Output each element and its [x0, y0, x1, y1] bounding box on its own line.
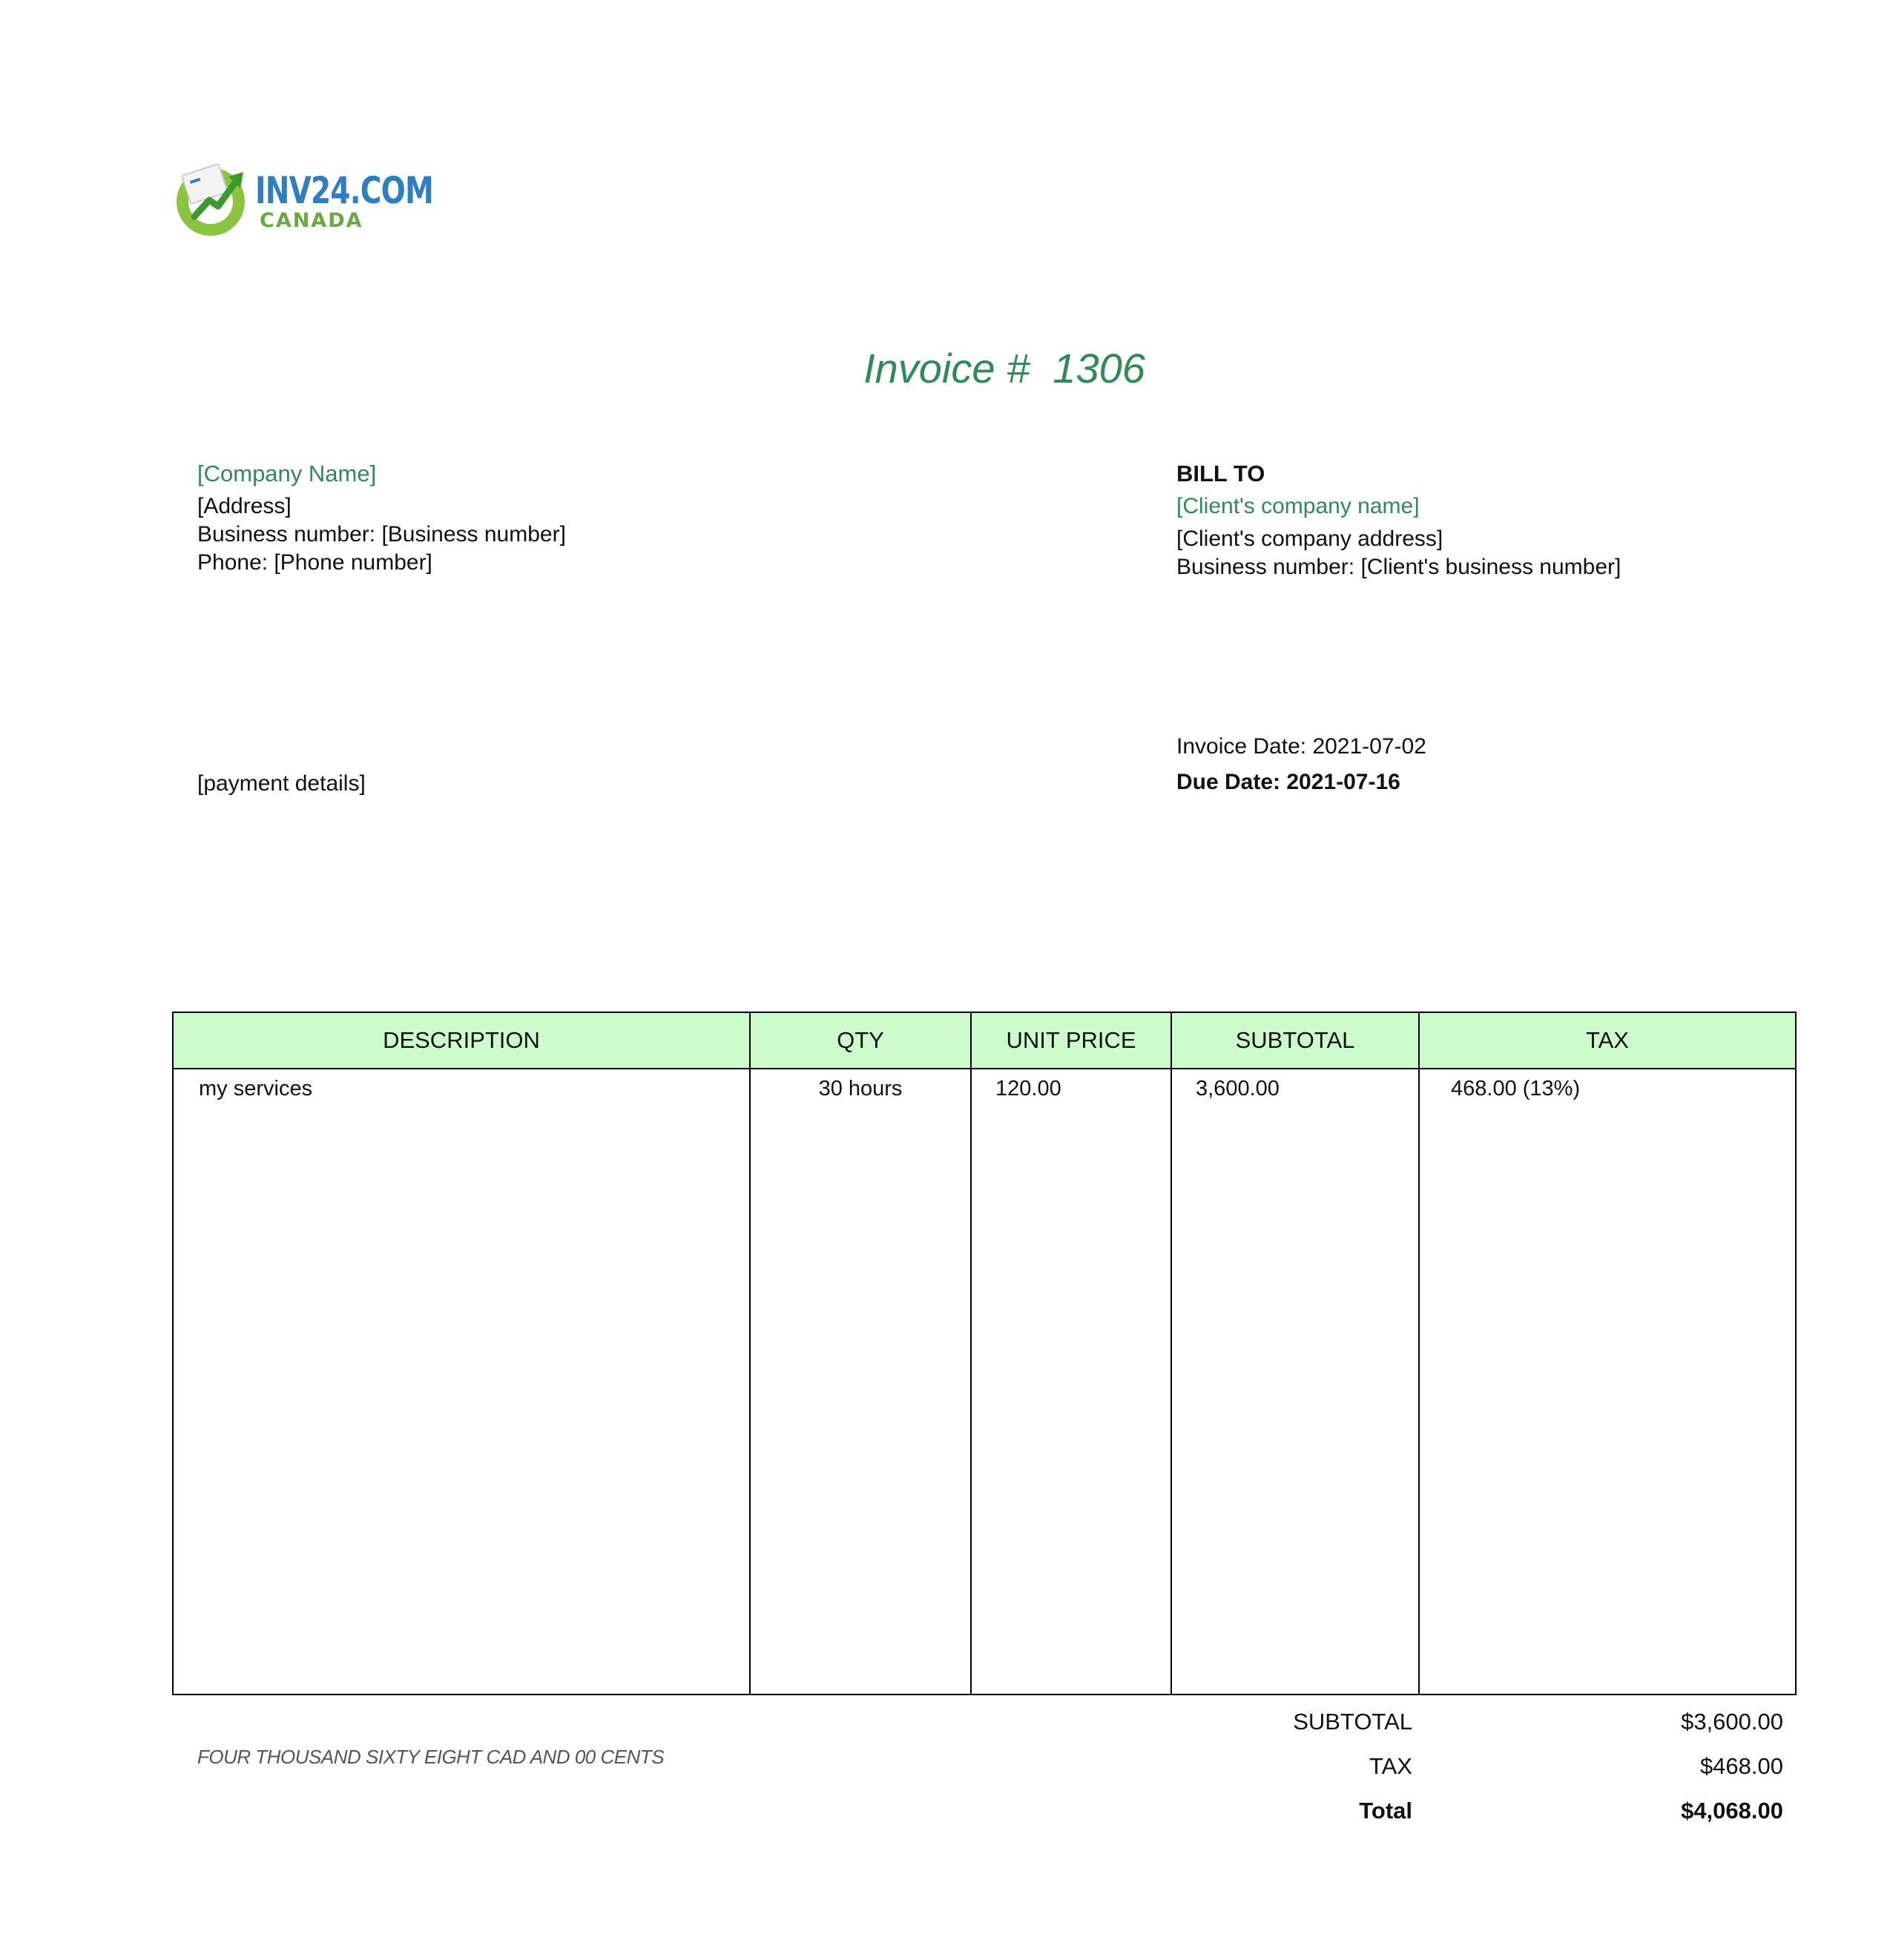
due-date-value: 2021-07-16 — [1286, 770, 1400, 794]
amount-in-words: FOUR THOUSAND SIXTY EIGHT CAD AND 00 CENTS — [197, 1746, 665, 1768]
row-subtotal: 3,600.00 — [1196, 1077, 1280, 1101]
invoice-number: 1306 — [1053, 345, 1145, 392]
client-company-address: [Client's company address] — [1176, 527, 1443, 551]
header-description: DESCRIPTION — [383, 1027, 540, 1053]
seller-phone: Phone: [Phone number] — [197, 550, 432, 575]
total-value: $4,068.00 — [1681, 1798, 1783, 1824]
tax-label: TAX — [1369, 1753, 1412, 1779]
bill-to-heading: BILL TO — [1176, 461, 1265, 486]
client-business-number: Business number: [Client's business number] — [1176, 555, 1621, 579]
subtotal-label: SUBTOTAL — [1293, 1709, 1412, 1735]
row-description: my services — [199, 1077, 313, 1101]
invoice-title-prefix: Invoice # — [863, 345, 1030, 392]
column-divider — [970, 1013, 972, 1694]
seller-business-number: Business number: [Business number] — [197, 522, 566, 547]
row-qty: 30 hours — [818, 1077, 903, 1101]
payment-details: [payment details] — [197, 771, 366, 796]
seller-address: [Address] — [197, 494, 292, 518]
table-header — [174, 1013, 1795, 1069]
header-tax: TAX — [1586, 1027, 1629, 1053]
column-divider — [1170, 1013, 1172, 1694]
logo-region-text: CANADA — [260, 209, 363, 232]
logo-graphic-icon — [172, 157, 254, 239]
subtotal-value: $3,600.00 — [1681, 1709, 1783, 1735]
column-divider — [1418, 1013, 1420, 1694]
header-qty: QTY — [837, 1027, 884, 1053]
company-logo — [172, 157, 433, 239]
invoice-title — [0, 344, 1890, 392]
invoice-date — [1176, 733, 1426, 761]
column-divider — [749, 1013, 751, 1694]
header-unit-price: UNIT PRICE — [1006, 1027, 1136, 1053]
invoice-date-value: 2021-07-02 — [1312, 734, 1426, 759]
row-unit-price: 120.00 — [995, 1077, 1061, 1101]
row-tax: 468.00 (13%) — [1451, 1077, 1581, 1101]
header-subtotal: SUBTOTAL — [1235, 1027, 1355, 1053]
due-date-label: Due Date: — [1176, 770, 1281, 794]
logo-brand-text: INV24.COM — [255, 169, 433, 212]
invoice-date-label: Invoice Date: — [1176, 734, 1307, 759]
total-label: Total — [1359, 1798, 1412, 1824]
items-table — [172, 1012, 1797, 1695]
client-company-name: [Client's company name] — [1176, 494, 1420, 518]
tax-value: $468.00 — [1699, 1753, 1783, 1779]
due-date — [1176, 768, 1400, 796]
seller-company-name: [Company Name] — [197, 461, 377, 486]
